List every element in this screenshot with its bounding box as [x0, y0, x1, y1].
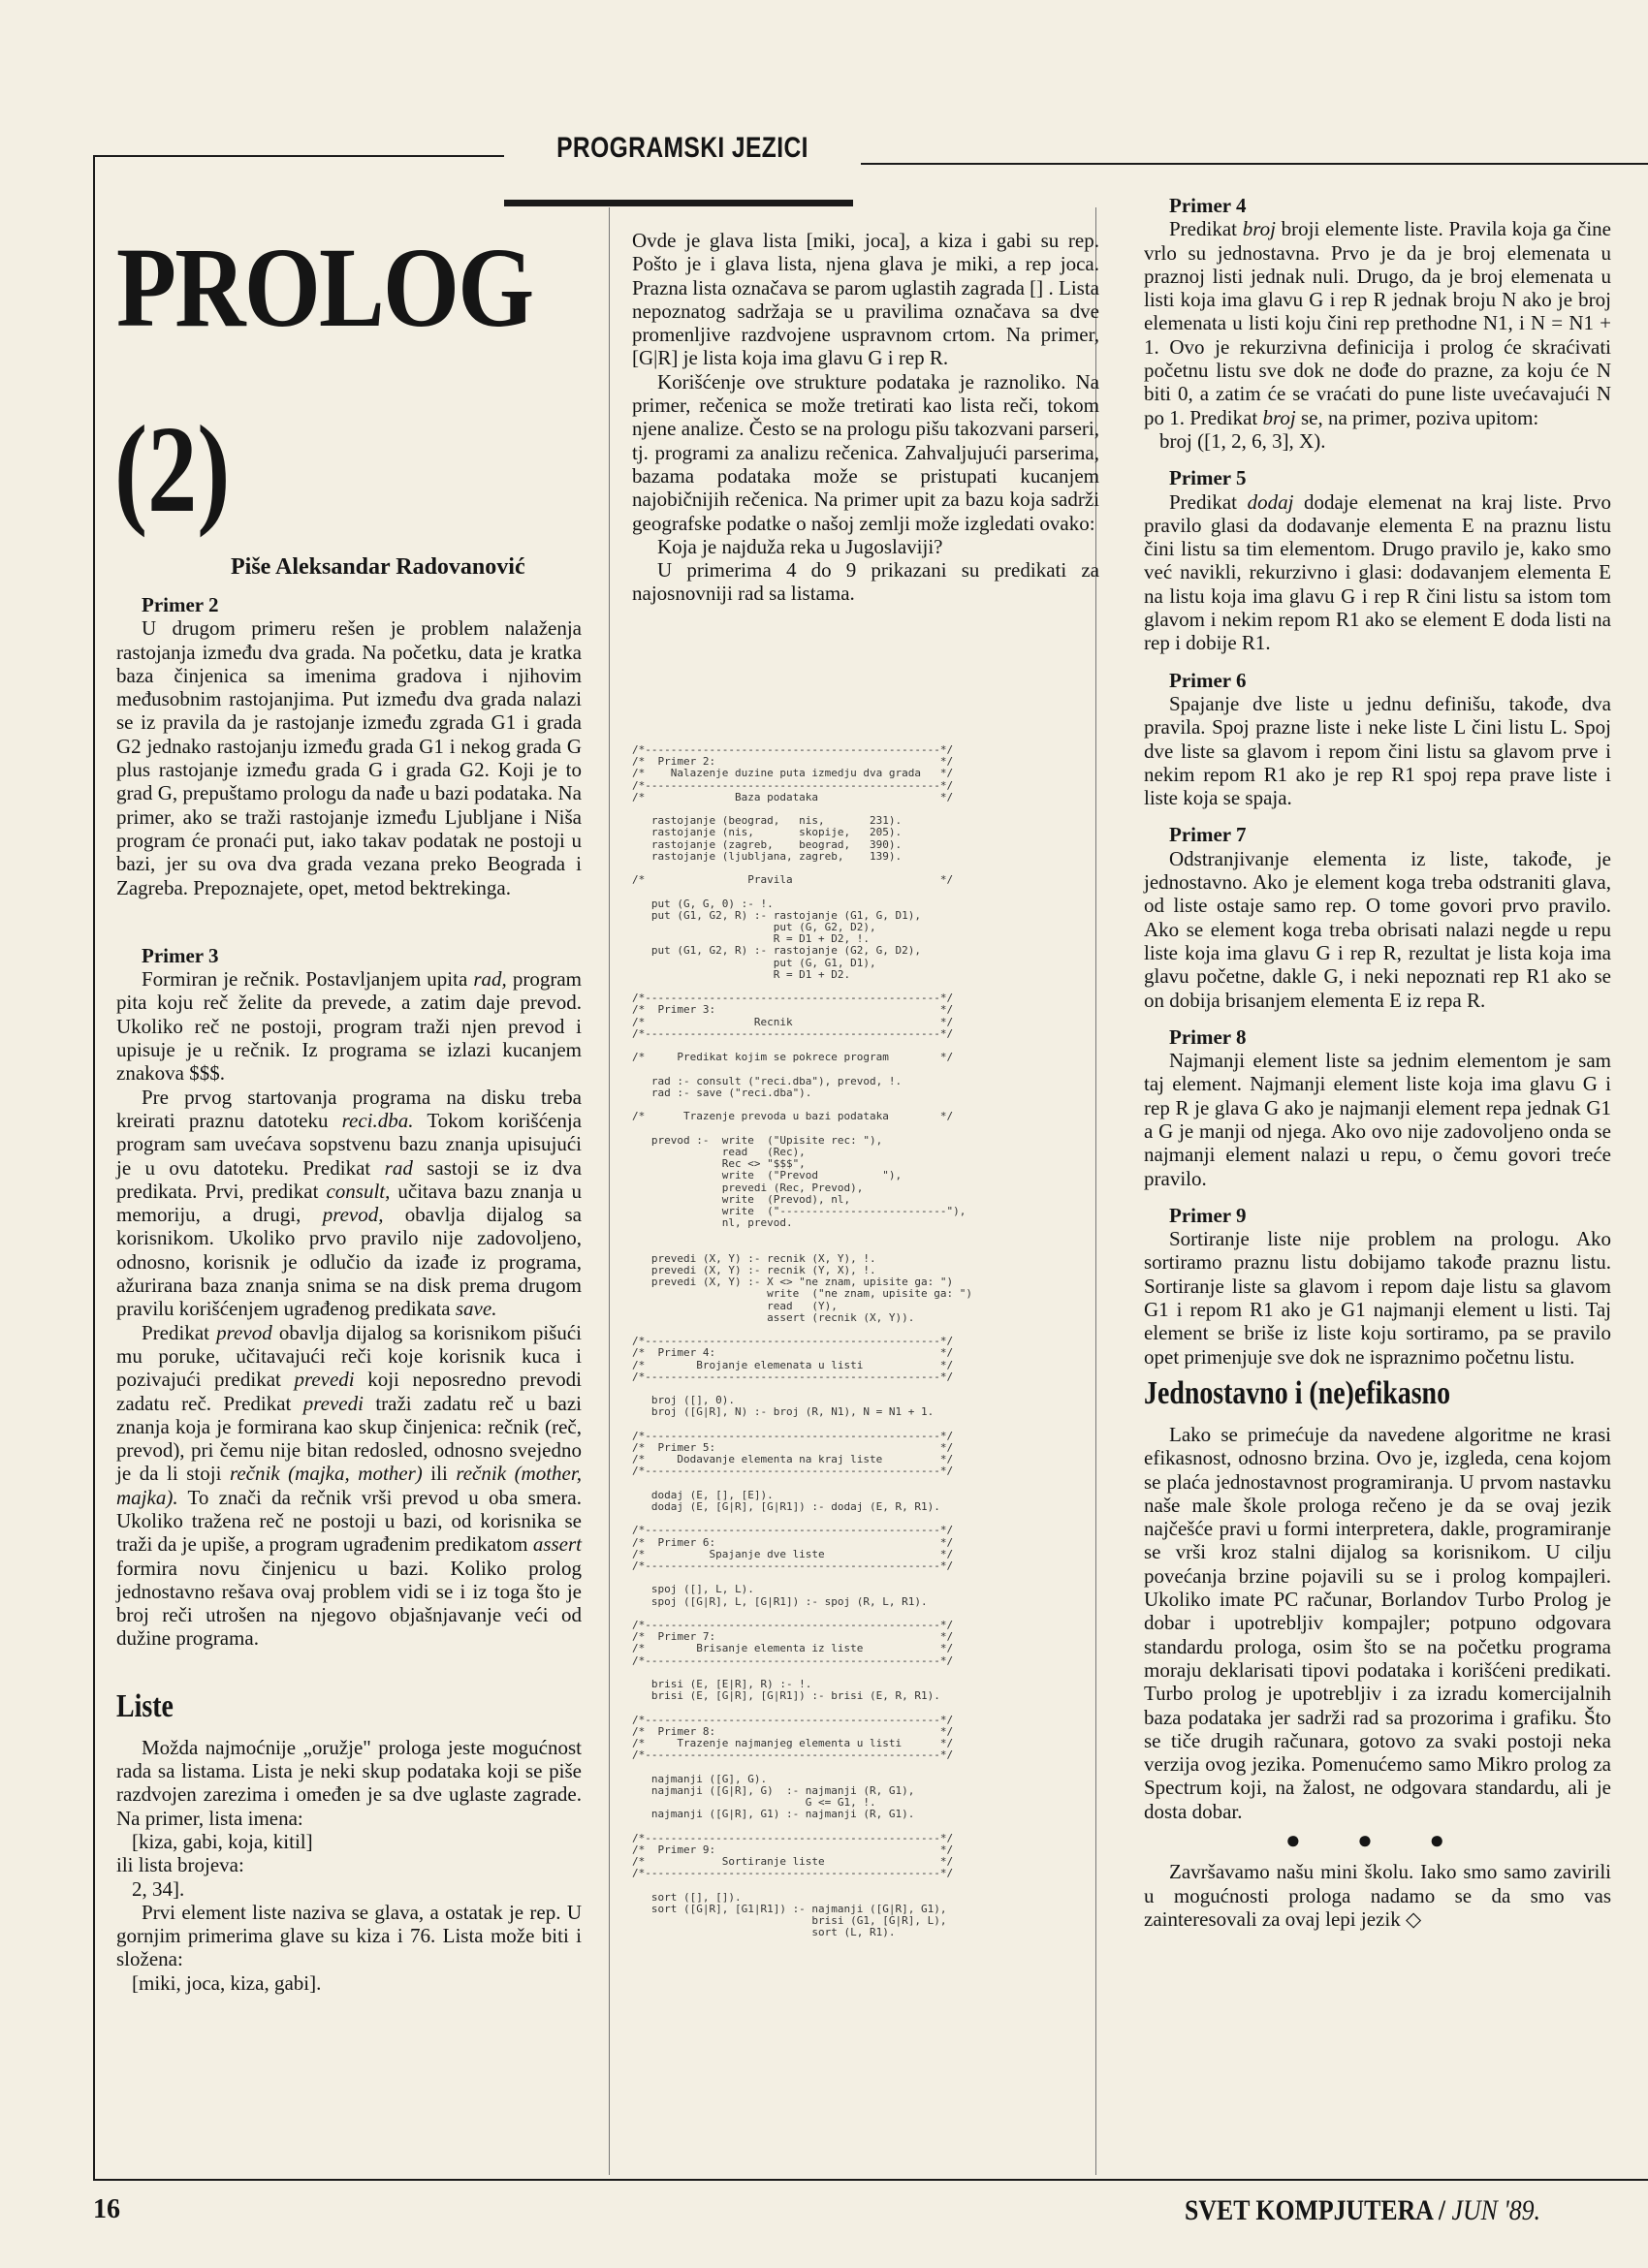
listing-line: assert (recnik (X, Y)). — [632, 1310, 915, 1324]
listing-line: /* Trazenje najmanjeg elementa u listi */ — [632, 1737, 954, 1750]
listing-line: put (G, G2, D2), — [632, 921, 876, 934]
program-listing — [632, 744, 1059, 2082]
listing-line: /* Sortiranje liste */ — [632, 1855, 954, 1869]
issue-date: JUN '89. — [1451, 2194, 1541, 2226]
listing-line: write (Prevod), nl, — [632, 1192, 851, 1206]
listing-line: /* Recnik */ — [632, 1015, 954, 1028]
primer8-text: Najmanji element liste sa jednim elementom je sam taj element. Najmanji element liste koja ima glavu G i rep R je glava G ako je najmanji element repa jednak G1 a G je manji od njega. Ako ovo nije zadovoljeno onda se najmanji element nalazi u repu, o čemu govori treće pravilo. — [1144, 1049, 1611, 1190]
primer5-heading: Primer 5 — [1169, 466, 1247, 490]
col2-paragraph-1: Ovde je glava lista [miki, joca], a kiza i gabi su rep. Pošto je i glava lista, njena glava je miki, a rep joca. Prazna lista označava se parom uglastih zagrada [] . Lista nepoznatog sadržaja se u pravilima označava sa dve promenljive razdvojene uspravnom crtom. Na primer, [G|R] je lista koja ima glavu G i rep R. — [632, 229, 1099, 370]
listing-line — [632, 1478, 1059, 1490]
listing-line: sort ([], []). — [632, 1890, 742, 1904]
liste-heading: Liste — [116, 1687, 174, 1724]
listing-line: rastojanje (beograd, nis, 231). — [632, 814, 903, 828]
listing-line: /*----------------------------------------------*/ — [632, 1748, 954, 1762]
listing-line: G <= G1, !. — [632, 1796, 876, 1810]
listing-line: rastojanje (zagreb, beograd, 390). — [632, 837, 903, 851]
listing-line — [632, 1702, 1059, 1714]
listing-line: /* Primer 3: */ — [632, 1003, 954, 1017]
listing-line: /*----------------------------------------------*/ — [632, 1465, 954, 1478]
section-heading: PROGRAMSKI JEZICI — [556, 132, 808, 164]
listing-line: rad :- consult ("reci.dba"), prevod, !. — [632, 1074, 903, 1087]
listing-line: rastojanje (nis, skopije, 205). — [632, 826, 903, 839]
listing-line: /*----------------------------------------------*/ — [632, 1654, 954, 1667]
listing-line: /* Primer 5: */ — [632, 1440, 954, 1454]
liste-example-1: [kiza, gabi, koja, kitil] — [132, 1829, 313, 1853]
top-rule-right — [861, 163, 1648, 165]
primer2-text: U drugom primeru rešen je problem nalaženja rastojanja između dva grada. Na početku, data je kratka baza činjenica sa imenima gradova i njihovim međusobnim rastojanjima. Put između dva grada nalazi se iz pravila da je rastojanje između zgrada G1 i grada G2 jednako rastojanju između grada G1 i nekog grada G plus rastojanje između grada G i grada G2. Koji je to grad G, prepuštamo prologu da nađe u bazi podataka. Na primer, ako se traži rastojanje između Ljubljane i Niša program će pronaći put, iako takav podatak ne postoji u bazi, jer su ova dva grada vezana preko Beograda i Zagreba. Prepoznajete, opet, metod bektrekinga. — [116, 616, 582, 899]
listing-line: sort (L, R1). — [632, 1926, 896, 1939]
listing-line: /* Primer 9: */ — [632, 1843, 954, 1856]
primer9-heading: Primer 9 — [1169, 1203, 1247, 1227]
listing-line — [632, 1123, 1059, 1135]
primer4-query: broj ([1, 2, 6, 3], X). — [1159, 428, 1326, 453]
listing-line: brisi (G1, [G|R], L), — [632, 1914, 947, 1928]
listing-line: /*----------------------------------------------*/ — [632, 1026, 954, 1040]
primer6-heading: Primer 6 — [1169, 668, 1247, 692]
listing-line — [632, 886, 1059, 898]
listing-line: /*----------------------------------------------*/ — [632, 1429, 954, 1442]
listing-line: prevod :- write ("Upisite rec: "), — [632, 1133, 883, 1147]
listing-line — [632, 1229, 1059, 1241]
listing-line: put (G1, G2, R) :- rastojanje (G1, G, D1), — [632, 908, 922, 922]
listing-line: /* Predikat kojim se pokrece program */ — [632, 1051, 954, 1064]
listing-line: R = D1 + D2, !. — [632, 932, 871, 946]
listing-line: dodaj (E, [G|R], [G|R1]) :- dodaj (E, R, R1). — [632, 1500, 940, 1513]
listing-line — [632, 1761, 1059, 1773]
listing-line: /*----------------------------------------------*/ — [632, 1370, 954, 1383]
listing-line: prevedi (X, Y) :- recnik (X, Y), !. — [632, 1251, 876, 1265]
article-title: PROLOG — [116, 224, 533, 351]
listing-line — [632, 1820, 1059, 1832]
listing-line: /*----------------------------------------------*/ — [632, 1831, 954, 1844]
listing-line: /*----------------------------------------------*/ — [632, 1713, 954, 1726]
magazine-name: SVET KOMPJUTERA / — [1185, 2194, 1452, 2226]
listing-line — [632, 1063, 1059, 1075]
listing-line: rad :- save ("reci.dba"). — [632, 1086, 812, 1099]
listing-line: /*----------------------------------------------*/ — [632, 1335, 954, 1348]
primer3-heading: Primer 3 — [142, 943, 219, 967]
listing-line: read (Rec), — [632, 1145, 806, 1158]
primer7-heading: Primer 7 — [1169, 823, 1247, 847]
column-2 — [632, 229, 1099, 606]
listing-line: najmanji ([G|R], G) :- najmanji (R, G1), — [632, 1783, 915, 1797]
primer3-paragraph-2: Pre prvog startovanja programa na disku treba kreirati praznu datoteku reci.dba. Tokom korišćenja program sam uvećava sopstvenu bazu znanja upisujući je u ovu datoteku. Predikat rad sastoji se iz dva predikata. Prvi, predikat consult, učitava bazu znanja u memoriju, a drugi, prevod, obavlja dijalog sa korisnikom. Ukoliko prvo pravilo nije zadovoljeno, odnosno, korisnik je odlučio da izađe iz programa, ažurirana baza znanja snima se na disk prema drugom pravilu korišćenjem ugrađenog predikata save. — [116, 1085, 583, 1321]
liste-paragraph-1: Možda najmoćnije „oružje" prologa jeste mogućnost rada sa listama. Lista je neki skup podataka koji se piše razdvojen zarezima i omeđen je sa dve uglaste zagrade. Na primer, lista imena: — [116, 1735, 582, 1830]
primer8-heading: Primer 8 — [1169, 1024, 1247, 1049]
col2-example-question: Koja je najduža reka u Jugoslaviji? — [657, 534, 943, 558]
primer6-text: Spajanje dve liste u jednu definišu, takođe, dva pravila. Spoj prazne liste i neke liste L čini listu L. Spoj dve liste sa glavom i repom čini listu sa glavom prve i nekim repom R1 ako je rep R1 spoj repa prave liste i liste koja se spaja. — [1144, 691, 1611, 810]
listing-line: /* Primer 8: */ — [632, 1724, 954, 1738]
listing-line: /*----------------------------------------------*/ — [632, 1524, 954, 1537]
end-of-article-icon: ◇ — [1405, 1906, 1422, 1931]
liste-or: ili lista brojeva: — [116, 1853, 244, 1877]
efficiency-paragraph-2: Završavamo našu mini školu. Iako smo samo zavirili u mogućnosti prologa nadamo se da smo vas zainteresovali za ovaj lepi jezik ◇ — [1144, 1860, 1611, 1931]
listing-line: /*----------------------------------------------*/ — [632, 778, 954, 792]
listing-line: /* Primer 6: */ — [632, 1535, 954, 1549]
primer4-text: Predikat broj broji elemente liste. Pravila koja ga čine vrlo su jednostavna. Prvo je da je broj elemenata u praznoj listi jednak nuli. Drugo, da je broj elemenata u listi koja ima glavu G i rep R jednak broju N ako je broj elemenata u listi koju čini rep prethodne N1, i N = N1 + 1. Ovo je rekurzivna definicija i prolog će skraćivati početnu listu sve dok ne dođe do prazne, za koju će N biti 0, a zatim će se vraćati do pune liste uvećavajući N po 1. Predikat broj se, na primer, poziva upitom: — [1144, 217, 1612, 429]
primer3-paragraph-1: Formiran je rečnik. Postavljanjem upita rad, program pita koju reč želite da prevede, a zatim daje prevod. Ukoliko reč ne postoji, program traži njen prevod i upisuje je u rečnik. Iz programa se izlazi kucanjem znakova $$$. — [116, 967, 582, 1086]
listing-line: prevedi (X, Y) :- X <> "ne znam, upisite ga: ") — [632, 1276, 954, 1289]
listing-line: dodaj (E, [], [E]). — [632, 1488, 774, 1501]
primer4-heading: Primer 4 — [1169, 194, 1247, 217]
page-number: 16 — [93, 2194, 120, 2224]
listing-line: sort ([G|R], [G1|R1]) :- najmanji ([G|R], G1), — [632, 1902, 947, 1915]
liste-example-3: [miki, joca, kiza, gabi]. — [132, 1970, 322, 1995]
primer7-text: Odstranjivanje elementa iz liste, takođe, je jednostavno. Ako je element koga treba odstraniti glava, od liste ostaje samo rep. O tome govori prvo pravilo. Ako se element koga treba obrisati nalazi negde u repu liste koja ima glavu G i rep R, rezultat je lista koja ima glavu početne, dakle G, i neki nepoznati rep R1 ako se on dobija brisanjem elementa E iz repa R. — [1144, 846, 1611, 1012]
listing-line: /*----------------------------------------------*/ — [632, 992, 954, 1005]
listing-line: write ("Prevod "), — [632, 1169, 903, 1182]
listing-line: /* Primer 4: */ — [632, 1346, 954, 1360]
article-part-number: (2) — [114, 400, 231, 538]
listing-line: /* Primer 7: */ — [632, 1630, 954, 1644]
efficiency-heading: Jednostavno i (ne)efikasno — [1144, 1374, 1451, 1411]
section-break-dots: ● ● ● — [1284, 1826, 1471, 1854]
listing-line: broj ([], 0). — [632, 1394, 735, 1407]
listing-line: /*----------------------------------------------*/ — [632, 1619, 954, 1632]
column-1 — [116, 593, 582, 1995]
top-rule-left — [93, 155, 504, 157]
listing-line: /*----------------------------------------------*/ — [632, 744, 954, 756]
listing-line: /* Baza podataka */ — [632, 790, 954, 803]
listing-line: najmanji ([G], G). — [632, 1772, 768, 1785]
listing-line: brisi (E, [G|R], [G|R1]) :- brisi (E, R, R1). — [632, 1689, 940, 1703]
listing-line: write ("--------------------------"), — [632, 1204, 967, 1217]
listing-line: write ("ne znam, upisite ga: ") — [632, 1287, 972, 1301]
primer5-text: Predikat dodaj dodaje elemenat na kraj liste. Prvo pravilo glasi da dodavanje elementa E na praznu listu čini listu sa tim elementom. Drugo pravilo je, kako smo već navikli, rekurzivno i glasi: dodavanjem elementa E na listu koja ima glavu G i rep R čini listu sa istom tom glavom i nekim repom R1 ako se element E doda listi na rep i dobije R1. — [1144, 489, 1611, 655]
listing-line: rastojanje (ljubljana, zagreb, 139). — [632, 849, 903, 863]
listing-line: /*----------------------------------------------*/ — [632, 1867, 954, 1880]
column-divider-1 — [609, 207, 610, 2175]
listing-line: spoj ([G|R], L, [G|R1]) :- spoj (R, L, R1). — [632, 1594, 928, 1608]
primer2-heading: Primer 2 — [142, 593, 219, 616]
col2-paragraph-2: Korišćenje ove strukture podataka je raznoliko. Na primer, rečenica se može tretirati kao lista reči, tokom njene analize. Često se na prologu pišu takozvani parseri, tj. programi za analizu rečenica. Zahvaljujući parserima, bazama podataka može se pristupati kucanjem najobičnijih rečenica. Na primer upit za bazu koja sadrži geografske podatke o našoj zemlji može izgledati ovako: — [632, 369, 1099, 535]
listing-line — [632, 1419, 1059, 1431]
listing-line: put (G1, G2, R) :- rastojanje (G2, G, D2), — [632, 944, 922, 958]
byline: Piše Aleksandar Radovanović — [231, 554, 525, 580]
listing-line: brisi (E, [E|R], R) :- !. — [632, 1678, 812, 1691]
primer3-paragraph-3: Predikat prevod obavlja dijalog sa korisnikom pišući mu poruke, učitavajući reči koje korisnik kuca i pozivajući predikat prevedi koji neposredno prevodi zadatu reč. Predikat prevedi traži zadatu reč u bazi znanja koja je formirana kao skup činjenica: rečnik (reč, prevod), pri čemu nije bitan redosled, odnosno svejedno je da li stoji rečnik (majka, mother) ili rečnik (mother, majka). To znači da rečnik vrši prevod u oba smera. Ukoliko tražena reč ne postoji u bazi, od korisnika se traži da je upiše, a program ugrađenim predikatom assert formira novu činjenicu u bazi. Koliko prolog jednostavno rešava ovaj problem vidi se i iz toga što je broj reči utrošen na njegovo objašnjavanje veći od dužine programa. — [116, 1320, 582, 1651]
listing-line: /* Nalazenje duzine puta izmedju dva grada */ — [632, 767, 954, 780]
listing-line: prevedi (X, Y) :- recnik (Y, X), !. — [632, 1263, 876, 1276]
column-3 — [1144, 194, 1611, 1931]
left-frame — [93, 155, 95, 2181]
listing-line: put (G, G, 0) :- !. — [632, 897, 774, 910]
listing-line: /* Brojanje elemenata u listi */ — [632, 1358, 954, 1371]
listing-line: /* Brisanje elementa iz liste */ — [632, 1642, 954, 1655]
listing-line: Rec <> "$$$", — [632, 1157, 806, 1171]
listing-line: prevedi (Rec, Prevod), — [632, 1181, 864, 1194]
primer9-text: Sortiranje liste nije problem na prologu. Ako sortiramo praznu listu dobijamo takođe praznu listu. Sortiranje liste sa glavom i repom daje listu sa glavom G1 i repom R1 ako je G1 najmanji element u listi. Taj element se briše iz liste koju sortiramo, pa se pravilo opet primenjuje sve dok ne ispraznimo početnu listu. — [1144, 1227, 1611, 1369]
listing-line: /* Spajanje dve liste */ — [632, 1547, 954, 1560]
listing-line: read (Y), — [632, 1299, 838, 1312]
efficiency-paragraph-1: Lako se primećuje da navedene algoritme ne krasi efikasnost, odnosno brzina. Ovo je, izgleda, cena kojom se plaća jednostavnost programiranja. U prvom nastavku naše male škole prologa rečeno je da se ovaj jezik najčešće pravi u formi interpretera, dakle, programiranje se vrši kroz stalni dijalog sa korisnikom. U cilju povećanja brzine pojavili su se i prolog kompajleri. Ukoliko imate PC računar, Borlandov Turbo Prolog je dobar i upotrebljiv kompajler; potpuno odgovara standardu prologa, osim što se na početku programa moraju deklarisati tipovi podataka i korišćeni predikati. Turbo prolog je upotrebljiv i za izradu komercijalnih baza podataka jer sadrži rad sa prozorima i grafiku. Što se tiče drugih računara, gotovo za svaki postoji neka verzija ovog jezika. Pomenućemo samo Mikro prolog za Spectrum koji, na žalost, ne odgovara standardu, ali je dosta dobar. — [1144, 1422, 1611, 1823]
listing-line: najmanji ([G|R], G1) :- najmanji (R, G1). — [632, 1808, 915, 1821]
listing-line — [632, 1880, 1059, 1892]
section-underline — [504, 200, 853, 206]
listing-line: /*----------------------------------------------*/ — [632, 1559, 954, 1573]
magazine-footer — [1185, 2194, 1540, 2227]
listing-line: /* Dodavanje elementa na kraj liste */ — [632, 1453, 954, 1466]
listing-line: /* Pravila */ — [632, 873, 954, 887]
listing-line: put (G, G1, D1), — [632, 956, 876, 969]
listing-line: nl, prevod. — [632, 1216, 793, 1230]
col2-paragraph-4: U primerima 4 do 9 prikazani su predikati za najosnovniji rad sa listama. — [632, 558, 1099, 606]
liste-example-2: 2, 34]. — [132, 1876, 185, 1901]
listing-line — [632, 1242, 1059, 1253]
listing-line: /* Trazenje prevoda u bazi podataka */ — [632, 1110, 954, 1123]
listing-line: /* Primer 2: */ — [632, 755, 954, 769]
bottom-rule — [93, 2179, 1648, 2181]
liste-paragraph-2: Prvi element liste naziva se glava, a ostatak je rep. U gornjim primerima glave su kiza i 76. Lista može biti i složena: — [116, 1900, 582, 1971]
listing-line: broj ([G|R], N) :- broj (R, N1), N = N1 + 1. — [632, 1405, 935, 1419]
listing-line: R = D1 + D2. — [632, 967, 851, 981]
listing-line: spoj ([], L, L). — [632, 1583, 754, 1596]
